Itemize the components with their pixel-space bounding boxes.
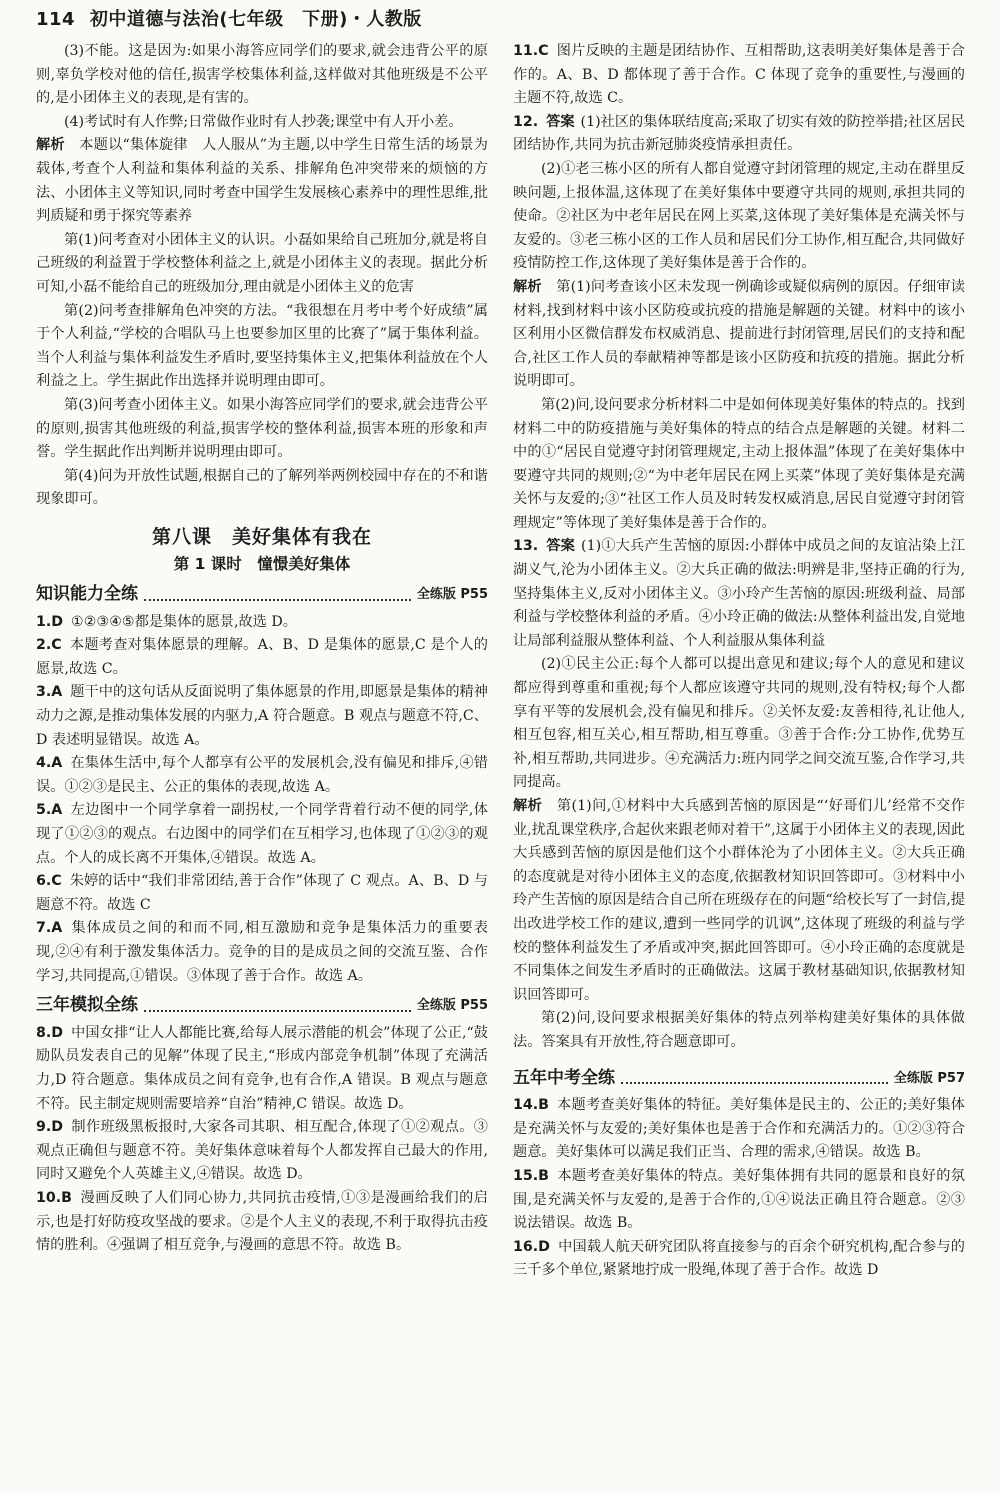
answer-number: 9.D (36, 1119, 64, 1136)
answer-number: 14.B (513, 1097, 549, 1114)
answer-text: 题干中的这句话从反面说明了集体愿景的作用,即愿景是集体的精神动力之源,是推动集体发展的内驱力,A 符合题意。B 观点与题意不符,C、D 表述明显错误。故选 A。 (36, 684, 488, 748)
page-number: 114 (36, 9, 76, 30)
answer-item (513, 1094, 965, 1165)
section-name: 知识能力全练 (36, 584, 138, 605)
answer-number: 5.A (36, 802, 63, 819)
leader-dots (144, 589, 411, 601)
answer-text: ①②③④⑤都是集体的愿景,故选 D。 (71, 613, 297, 630)
answer-text: 左边图中一个同学拿着一副拐杖,一个同学背着行动不便的同学,体现了①②③的观点。右边图中的同学们在互相学习,也体现了①②③的观点。个人的成长离不开集体,④错误。故选 A。 (36, 802, 488, 866)
left-column (36, 40, 488, 1258)
answer-number: 6.C (36, 873, 62, 890)
leader-dots (144, 1000, 411, 1012)
lesson-title: 第八课 美好集体有我在 (151, 525, 372, 548)
section-name: 五年中考全练 (513, 1067, 615, 1088)
answer-item (36, 870, 488, 917)
answer-item (36, 681, 488, 752)
answer-text: 图片反映的主题是团结协作、互相帮助,这表明美好集体是善于合作的。A、B、D 都体现了善于合作。C 体现了竞争的重要性,与漫画的主题不符,故选 C。 (513, 43, 965, 107)
section-header (36, 583, 488, 607)
answer-number: 11.C (513, 43, 549, 59)
paragraph: 第(3)问考查小团体主义。如果小海答应同学们的要求,就会违背公平的原则,损害其他班级的利益,损害学校的整体利益,损害本班的形象和声誉。学生据此作出判断并说明理由即可。 (36, 396, 488, 461)
answer-text: (1)社区的集体联结度高;采取了切实有效的防控举措;社区居民团结协作,共同为抗击新冠肺炎疫情承担责任。 (513, 113, 965, 154)
paragraph: (3)不能。这是因为:如果小海答应同学们的要求,就会违背公平的原则,辜负学校对他的信任,损害学校集体利益,这样做对其他班级是不公平的,是小团体主义的表现,是有害的。 (36, 43, 488, 107)
answer-text: 本题考查对集体愿景的理解。A、B、D 是集体的愿景,C 是个人的愿景,故选 C。 (36, 637, 488, 677)
answer-item (513, 535, 965, 653)
paragraph: (2)①老三栋小区的所有人都自觉遵守封闭管理的规定,主动在群里反映问题,上报体温,这体现了在美好集体中要遵守共同的规则,承担共同的使命。②社区为中老年居民在网上买菜,这体现了美好集体是充满关怀与友爱的。③老三栋小区的工作人员和居民们分工协作,相互配合,共同做好疫情防控工作,这体现了美好集体是善于合作的。 (513, 160, 965, 272)
answer-text: 中国女排“让人人都能比赛,给每人展示潜能的机会”体现了公正,“鼓励队员发表自己的见解”体现了民主,“形成内部竞争机制”体现了充满活力,D 符合题意。集体成员之间有竞争,也有合作,A 错误。B 观点与题意不符。民主制定规则需要培养“自治”精神,C 错误。故选 D。 (36, 1024, 488, 1112)
analysis-text: 第(1)问考查该小区未发现一例确诊或疑似病例的原因。仔细审读材料,找到材料中该小区防疫或抗疫的措施是解题的关键。材料中的该小区利用小区微信群发布权威消息、提前进行封闭管理,居民们的支持和配合,社区工作人员的奉献精神等都是该小区防疫和抗疫的措施。据此分析说明即可。 (513, 278, 965, 390)
answer-item (36, 1022, 488, 1116)
answer-item (513, 111, 965, 158)
answer-number: 13. (513, 538, 539, 555)
section-ref: 全练版 P57 (893, 1070, 965, 1086)
answer-item (513, 40, 965, 111)
answer-tag: 答案 (546, 113, 575, 130)
answer-item (513, 1236, 965, 1283)
answer-number: 3.A (36, 684, 63, 701)
answer-text: 朱婷的话中“我们非常团结,善于合作”体现了 C 观点。A、B、D 与题意不符。故选 C (36, 873, 488, 913)
answer-text: 在集体生活中,每个人都享有公平的发展机会,没有偏见和排斥,④错误。①②③是民主、公正的集体的表现,故选 A。 (36, 755, 488, 795)
answer-number: 16.D (513, 1238, 550, 1255)
answer-item (36, 799, 488, 870)
analysis-label: 解析 (36, 137, 65, 154)
paragraph: 第(2)问考查排解角色冲突的方法。“我很想在月考中考个好成绩”属于个人利益,“学校的合唱队马上也要参加区里的比赛了”属于集体利益。当个人利益与集体利益发生矛盾时,要坚持集体主义,把集体利益放在个人利益之上。学生据此作出选择并说明理由即可。 (36, 302, 488, 390)
paragraph: 第(2)问,设问要求分析材料二中是如何体现美好集体的特点的。找到材料二中的防疫措施与美好集体的特点的结合点是解题的关键。材料二中的①“居民自觉遵守封闭管理规定,主动上报体温”体现了在美好集体中要遵守共同的规则;②“为中老年居民在网上买菜”体现了美好集体是充满关怀与友爱的;③“社区工作人员及时转发权威消息,居民自觉遵守封闭管理规定”等体现了美好集体是善于合作的。 (513, 396, 965, 531)
section-header (36, 994, 488, 1018)
analysis-text: 第(1)问,①材料中大兵感到苦恼的原因是“‘好哥们儿’经常不交作业,扰乱课堂秩序,合起伙来跟老师对着干”,这属于小团体主义的表现,因此大兵感到苦恼的原因是他们这个小群体沦为了小团体主义。②大兵正确的态度就是对待小团体主义的态度,依据教材知识回答即可。③材料中小玲产生苦恼的原因是结合自己所在班级存在的问题“给校长写了一封信,提出改进学校工作的建议,遭到一些同学的讥讽”,这体现了班级的利益与学校的整体利益发生了矛盾或冲突,据此回答即可。④小玲正确的态度就是不同集体之间发生矛盾时的正确做法。这属于教材基础知识,依据教材知识回答即可。 (513, 798, 965, 1003)
paragraph: 第(4)问为开放性试题,根据自己的了解列举两例校园中存在的不和谐现象即可。 (36, 467, 488, 508)
answer-number: 15.B (513, 1167, 549, 1184)
answer-item (36, 1116, 488, 1187)
right-column (513, 40, 965, 1283)
paragraph: 第(1)问考查对小团体主义的认识。小磊如果给自己班加分,就是将自己班级的利益置于学校整体利益之上,就是小团体主义的表现。据此分析可知,小磊不能给自己的班级加分,理由就是小团体主义的危害 (36, 231, 488, 295)
answer-item (36, 634, 488, 681)
paragraph: 第(2)问,设问要求根据美好集体的特点列举构建美好集体的具体做法。答案具有开放性,符合题意即可。 (513, 1010, 965, 1050)
analysis-paragraph (513, 795, 965, 1007)
answer-item (513, 1165, 965, 1236)
answer-text: 本题考查美好集体的特征。美好集体是民主的、公正的;美好集体是充满关怀与友爱的;美好集体也是善于合作和充满活力的。①②③符合题意。美好集体可以满足我们正当、合理的需求,④错误。故选 B。 (513, 1097, 965, 1161)
section-name: 三年模拟全练 (36, 995, 138, 1016)
analysis-label: 解析 (513, 278, 542, 295)
analysis-paragraph (36, 134, 488, 228)
answer-item (36, 917, 488, 988)
page-header (36, 8, 422, 32)
answer-number: 7.A (36, 920, 63, 937)
answer-item (36, 1187, 488, 1258)
answer-tag: 答案 (546, 538, 576, 555)
answer-text: 制作班级黑板报时,大家各司其职、相互配合,体现了①②观点。③观点正确但与题意不符。美好集体意味着每个人都发挥自己最大的作用,同时又避免个人英雄主义,④错误。故选 D。 (36, 1119, 488, 1183)
answer-number: 10.B (36, 1189, 72, 1206)
answer-text: 漫画反映了人们同心协力,共同抗击疫情,①③是漫画给我们的启示,也是打好防疫攻坚战的要求。②是个人主义的表现,不利于取得抗击疫情的胜利。④强调了相互竞争,与漫画的意思不符。故选 B。 (36, 1189, 488, 1254)
analysis-label: 解析 (513, 798, 543, 814)
analysis-paragraph (513, 276, 965, 394)
leader-dots (621, 1072, 888, 1084)
answer-text: 本题考查美好集体的特点。美好集体拥有共同的愿景和良好的氛围,是充满关怀与友爱的,是善于合作的,①④说法正确且符合题意。②③说法错误。故选 B。 (513, 1167, 965, 1232)
answer-text: (1)①大兵产生苦恼的原因:小群体中成员之间的友谊沾染上江湖义气,沦为小团体主义。②大兵正确的做法:明辨是非,坚持正确的行为,坚持集体主义,反对小团体主义。③小玲产生苦恼的原因:班级利益、局部利益与学校整体利益的矛盾。④小玲正确的做法:从整体利益出发,自觉地让局部利益服从整体利益、个人利益服从集体利益 (513, 538, 965, 649)
book-title: 初中道德与法治(七年级 下册)・人教版 (89, 9, 422, 30)
answer-number: 2.C (36, 637, 62, 654)
paragraph: (2)①民主公正:每个人都可以提出意见和建议;每个人的意见和建议都应得到尊重和重视;每个人都应该遵守共同的规则,没有特权;每个人都享有平等的发展机会,没有偏见和排斥。②关怀友爱:友善相待,礼让他人,相互包容,相互关心,相互帮助,相互尊重。③善于合作:分工协作,优势互补,相互帮助,共同进步。④充满活力:班内同学之间交流互鉴,合作学习,共同提高。 (513, 656, 965, 791)
answer-item (36, 611, 488, 635)
section-ref: 全练版 P55 (416, 998, 488, 1014)
answer-number: 4.A (36, 755, 63, 772)
analysis-text: 本题以“集体旋律 人人服从”为主题,以中学生日常生活的场景为载体,考查个人利益和集体利益的关系、排解角色冲突带来的烦恼的方法、小团体主义等知识,同时考查中国学生发展核心素养中的理性思维,批判质疑和勇于探究等素养 (36, 137, 488, 225)
answer-text: 中国载人航天研究团队将直接参与的百余个研究机构,配合参与的三千多个单位,紧紧地拧成一股绳,体现了善于合作。故选 D (513, 1238, 965, 1279)
lesson-subtitle: 第 1 课时 憧憬美好集体 (173, 555, 351, 574)
answer-text: 集体成员之间的和而不同,相互激励和竞争是集体活力的重要表现,②④有利于激发集体活力。竞争的目的是成员之间的交流互鉴、合作学习,共同提高,①错误。③体现了善于合作。故选 A。 (36, 920, 488, 984)
answer-number: 1.D (36, 613, 64, 630)
answer-item (36, 752, 488, 799)
section-ref: 全练版 P55 (416, 587, 488, 603)
section-header (513, 1067, 965, 1091)
answer-number: 8.D (36, 1024, 64, 1041)
answer-number: 12. (513, 113, 539, 130)
paragraph: (4)考试时有人作弊;日常做作业时有人抄袭;课堂中有人开小差。 (64, 113, 463, 130)
